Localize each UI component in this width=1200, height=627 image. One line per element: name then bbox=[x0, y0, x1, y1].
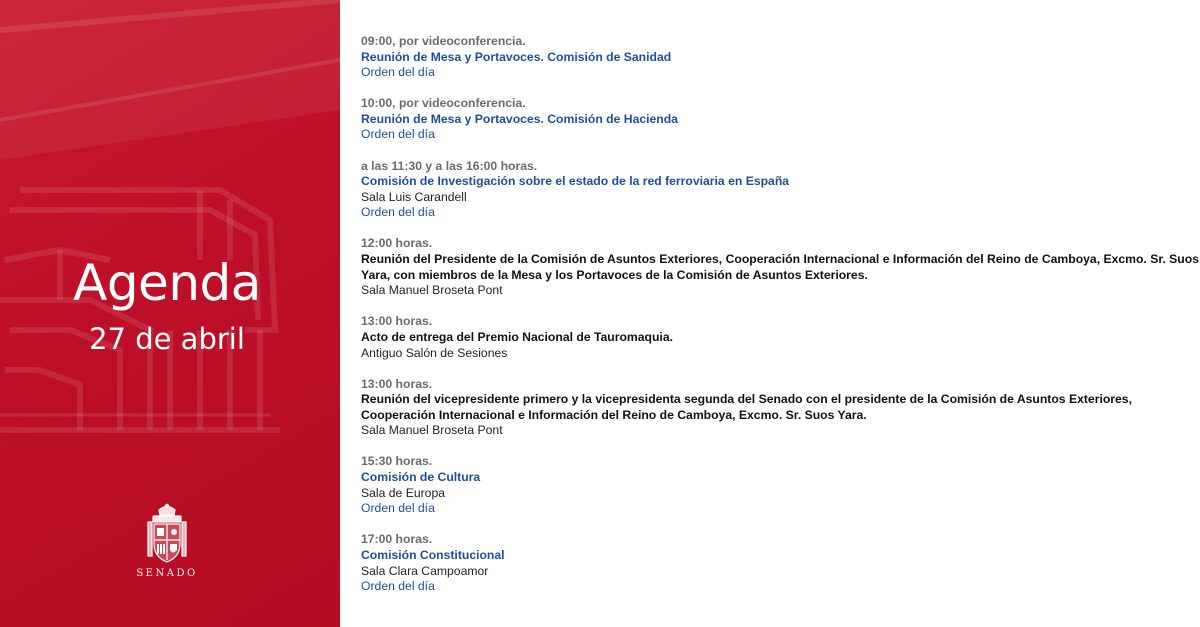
event-agenda-link[interactable]: Orden del día bbox=[361, 579, 435, 594]
event-place: Sala Manuel Broseta Pont bbox=[361, 283, 503, 298]
event-place: Antiguo Salón de Sesiones bbox=[361, 345, 508, 360]
event-place: Sala Manuel Broseta Pont bbox=[361, 423, 503, 438]
event-time: 12:00 horas. bbox=[361, 236, 433, 251]
event-title: Reunión del vicepresidente primero y la vicepresidenta segunda del Senado con el presidente de la Comisión de Asuntos Exteriores, Cooperación Internacional e Información del Reino de Camboya, Excmo. Sr. Suos Yara. bbox=[361, 392, 1132, 422]
event-agenda-link[interactable]: Orden del día bbox=[361, 205, 435, 220]
senado-crest-icon bbox=[146, 502, 188, 566]
event-time: 15:30 horas. bbox=[361, 454, 433, 469]
agenda-date: 27 de abril bbox=[89, 322, 245, 356]
event-agenda-link[interactable]: Orden del día bbox=[361, 501, 435, 516]
agenda-sidebar bbox=[0, 0, 340, 627]
event-agenda-link[interactable]: Orden del día bbox=[361, 127, 435, 142]
event-agenda-link[interactable]: Orden del día bbox=[361, 65, 435, 80]
event-time: 13:00 horas. bbox=[361, 376, 433, 391]
agenda-event bbox=[361, 314, 1200, 361]
agenda-event bbox=[361, 236, 1200, 298]
agenda-event bbox=[361, 377, 1200, 439]
event-time: 09:00, por videoconferencia. bbox=[361, 34, 526, 48]
event-title: Reunión del Presidente de la Comisión de Asuntos Exteriores, Cooperación Internacional e Información del Reino de Camboya, Excmo. Sr. Suos Yara, con miembros de la Mesa y los Portavoces de la Comisión de Asuntos Exteriores. bbox=[361, 252, 1199, 282]
event-title-link[interactable]: Comisión de Cultura bbox=[361, 470, 481, 485]
agenda-event bbox=[361, 34, 1200, 81]
event-title-link[interactable]: Comisión Constitucional bbox=[361, 547, 505, 562]
event-title-link[interactable]: Reunión de Mesa y Portavoces. Comisión de Sanidad bbox=[361, 49, 672, 64]
event-title: Acto de entrega del Premio Nacional de Tauromaquia. bbox=[361, 329, 673, 344]
event-title-link[interactable]: Reunión de Mesa y Portavoces. Comisión de Hacienda bbox=[361, 111, 678, 126]
event-title-link[interactable]: Comisión de Investigación sobre el estado de la red ferroviaria en España bbox=[361, 174, 790, 189]
event-time: a las 11:30 y a las 16:00 horas. bbox=[361, 158, 538, 173]
agenda-event bbox=[361, 532, 1200, 594]
senado-brand-label: SENADO bbox=[136, 568, 198, 579]
agenda-event bbox=[361, 159, 1200, 221]
event-time: 13:00 horas. bbox=[361, 314, 433, 329]
event-place: Sala de Europa bbox=[361, 485, 446, 500]
event-time: 17:00 horas. bbox=[361, 532, 433, 547]
agenda-event bbox=[361, 96, 1200, 143]
event-time: 10:00, por videoconferencia. bbox=[361, 96, 526, 111]
event-place: Sala Luis Carandell bbox=[361, 189, 467, 204]
agenda-event-list bbox=[340, 0, 1200, 627]
agenda-title: Agenda bbox=[73, 254, 261, 312]
agenda-event bbox=[361, 454, 1200, 516]
event-place: Sala Clara Campoamor bbox=[361, 563, 489, 578]
